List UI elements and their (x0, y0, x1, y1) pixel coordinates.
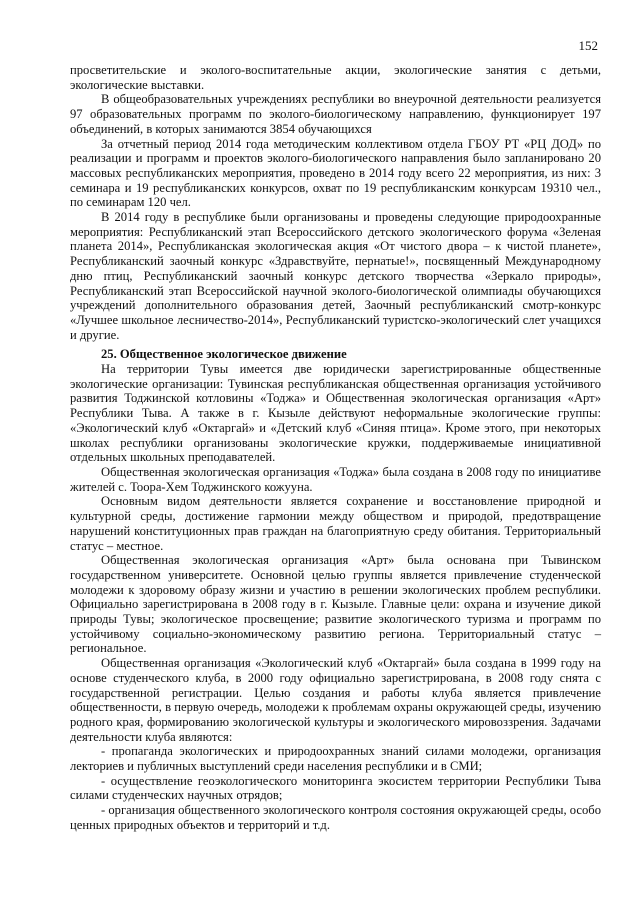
section-heading: 25. Общественное экологическое движение (101, 347, 347, 362)
list-item-propaganda: - пропаганда экологических и природоохранных знаний силами молодежи, организация лекториев и публичных выступлений среди населения республики и в СМИ; (70, 744, 601, 774)
paragraph-programs: В общеобразовательных учреждениях республики во внеурочной деятельности реализуется 97 образовательных программ по эколого-биологическому направлению, функционирует 197 объединений, в которых занимаются 3854 обучающихся (70, 92, 601, 136)
paragraph-todzha-founding: Общественная экологическая организация «Тоджа» была создана в 2008 году по инициативе жителей с. Тоора-Хем Тоджинского кожууна. (70, 464, 601, 494)
paragraph-organizations: На территории Тувы имеется две юридически зарегистрированные общественные экологические организации: Тувинская республиканская общественная организация устойчивого развития Тоджинской котловины «Тоджа» и Общественная экологическая организация «Арт» Республики Тыва. А также в г. Кызыле действуют неформальные экологические группы: «Экологический клуб «Октаргай» и «Детский клуб «Синяя птица». Кроме этого, при некоторых школах республики организованы экологические кружки, поддерживаемые инициативной отдельных школьных преподавателей. (70, 362, 601, 465)
paragraph-events-summary: За отчетный период 2014 года методическим коллективом отдела ГБОУ РТ «РЦ ДОД» по реализации и программ и проектов эколого-биологического направления было запланировано 20 массовых республиканских мероприятия, проведено в 2014 году всего 22 мероприятия, из них: 3 семинара и 19 республиканских конкурсов, охват по 19 республиканским конкурсам 19310 чел., по семинарам 120 чел. (70, 136, 601, 210)
list-item-control: - организация общественного экологического контроля состояния окружающей среды, особо ценных природных объектов и территорий и т.д. (70, 803, 601, 832)
list-item-monitoring: - осуществление геоэкологического мониторинга экосистем территории Республики Тыва силами студенческих научных отрядов; (70, 773, 601, 803)
body-text (70, 63, 601, 833)
paragraph-2014-events: В 2014 году в республике были организованы и проведены следующие природоохранные мероприятия: Республиканский этап Всероссийского детского экологического форума «Зеленая планета 2014», Республиканская экологическая акция «От чистого двора – к чистой планете», Республиканский заочный конкурс «Здравствуйте, пернатые!», посвященный Международному дню птиц, Республиканский заочный конкурс детского творчества «Зеркало природы», Республиканский этап Всероссийской научной эколого-биологической олимпиады обучающихся учреждений дополнительного образования детей, Заочный республиканский смотр-конкурс «Лучшее школьное лесничество-2014», Республиканский туристско-экологический слет учащихся и другие. (70, 210, 601, 342)
paragraph-oktargai: Общественная организация «Экологический клуб «Октаргай» была создана в 1999 году на основе студенческого клуба, в 2000 году официально зарегистрирована, в 2008 году снята с государственной регистрации. Целью создания и работы клуба является привлечение общественности, в первую очередь, молодежи к проблемам охраны окружающей среды, изучению родного края, формированию экологической культуры и экологического мировоззрения. Задачами деятельности клуба являются: (70, 656, 601, 744)
page-number: 152 (578, 38, 598, 53)
paragraph-art: Общественная экологическая организация «Арт» была основана при Тывинском государственном университете. Основной целью группы является привлечение студенческой молодежи к здоровому образу жизни и участию в решении экологических проблем республики. Официально зарегистрирована в 2008 году в г. Кызыле. Главные цели: охрана и изучение дикой природы Тувы; экологическое просвещение; развитие экологического туризма и программ по устойчивому социально-экономическому развитию региона. Территориальный статус – региональное. (70, 553, 601, 656)
paragraph-continuation: просветительские и эколого-воспитательные акции, экологические занятия с детьми, экологические выставки. (70, 63, 601, 92)
paragraph-todzha-activity: Основным видом деятельности является сохранение и восстановление природной и культурной среды, достижение гармонии между обществом и природой, предотвращение нарушений конституционных прав граждан на благоприятную среду обитания. Территориальный статус – местное. (70, 494, 601, 553)
